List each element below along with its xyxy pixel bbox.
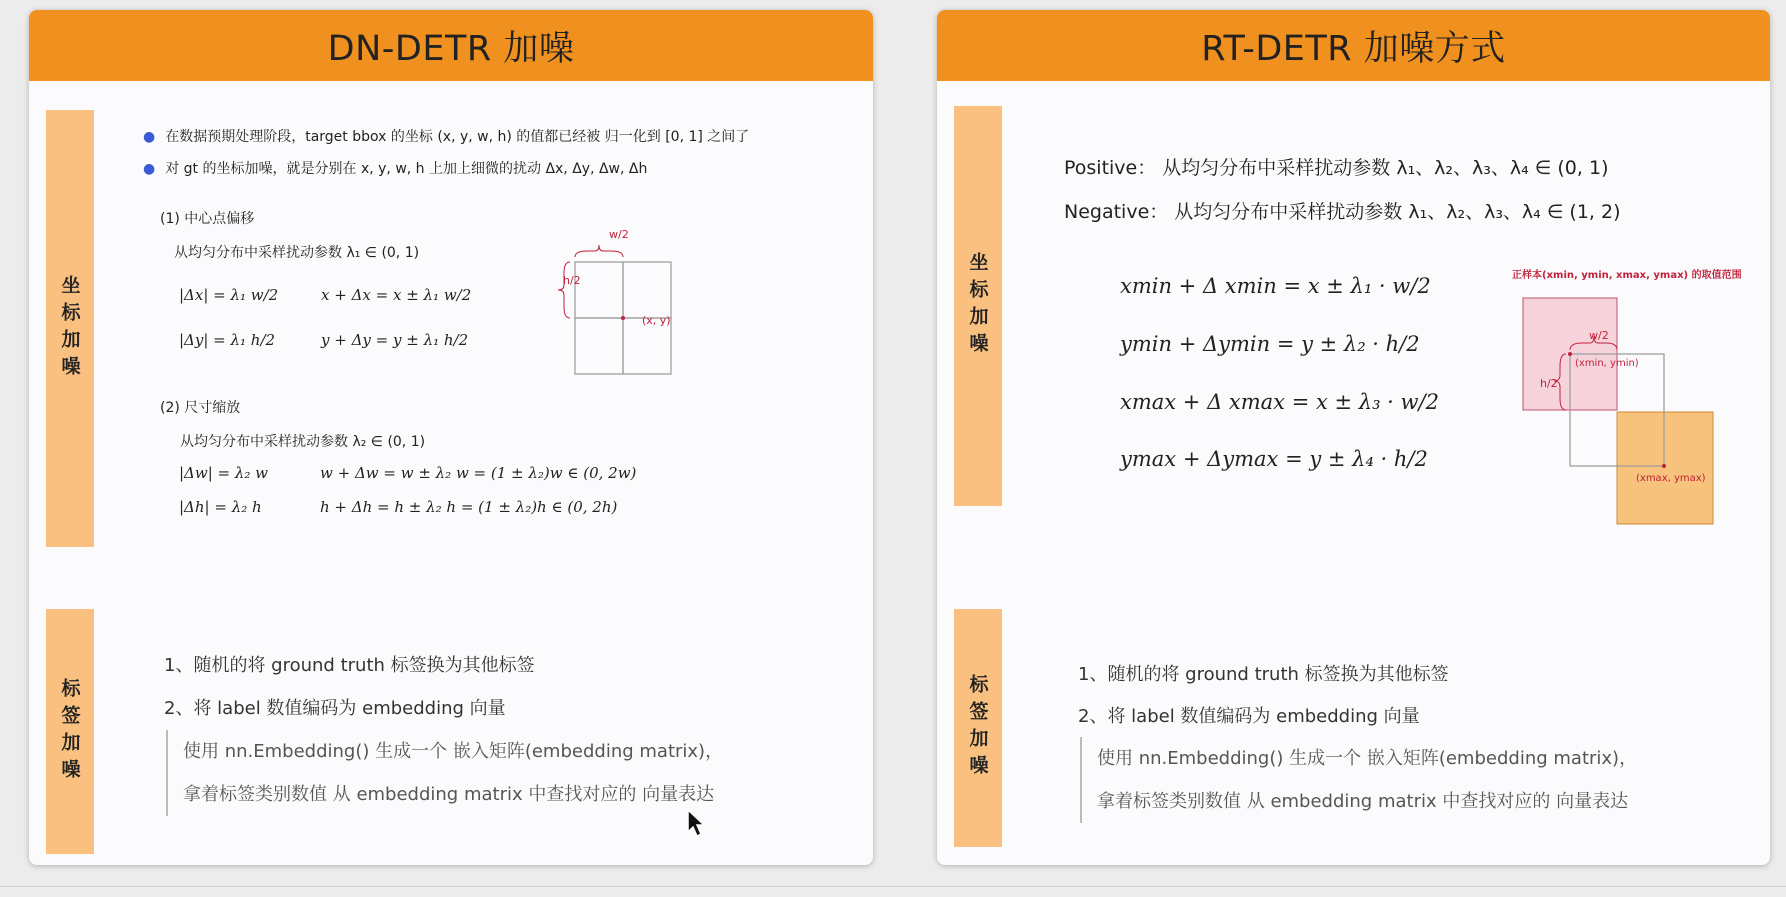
quote-line: 拿着标签类别数值 从 embedding matrix 中查找对应的 向量表达 <box>183 784 715 805</box>
sidebar-coord-noise <box>954 106 1002 506</box>
sidebar-label-noise <box>954 609 1002 847</box>
equation: |Δx| = λ₁ w/2 <box>179 286 279 304</box>
label-item: 1、随机的将 ground truth 标签换为其他标签 <box>1078 664 1449 685</box>
equation: ymax + Δymax = y ± λ₄ · h/2 <box>1120 447 1428 471</box>
figure-label: (x, y) <box>642 314 671 327</box>
equation: w + Δw = w ± λ₂ w = (1 ± λ₂)w ∈ (0, 2w) <box>320 464 637 482</box>
bbox-figure <box>549 225 729 385</box>
slide-rt-detr <box>937 10 1770 865</box>
positive-line: Positive： 从均匀分布中采样扰动参数 λ₁、λ₂、λ₃、λ₄ ∈ (0, 1) <box>1064 157 1609 179</box>
divider <box>0 886 1786 887</box>
equation: xmax + Δ xmax = x ± λ₃ · w/2 <box>1120 390 1439 414</box>
quote-block <box>166 730 723 816</box>
figure-label: h/2 <box>563 274 581 287</box>
section-sample: 从均匀分布中采样扰动参数 λ₂ ∈ (0, 1) <box>180 434 426 450</box>
sidebar-coord-noise <box>46 110 94 547</box>
quote-block <box>1080 737 1637 823</box>
figure-label: h/2 <box>1540 377 1558 390</box>
sidebar-label: 标签加噪 <box>58 677 81 786</box>
figure-label: (xmax, ymax) <box>1636 473 1706 484</box>
sidebar-label-noise <box>46 609 94 854</box>
quote-line: 拿着标签类别数值 从 embedding matrix 中查找对应的 向量表达 <box>1097 791 1629 812</box>
mouse-cursor-icon <box>686 808 708 838</box>
figure-title: 正样本(xmin, ymin, xmax, ymax) 的取值范围 <box>1512 270 1742 281</box>
equation: |Δy| = λ₁ h/2 <box>179 331 276 349</box>
quote-line: 使用 nn.Embedding() 生成一个 嵌入矩阵(embedding matrix)， <box>1097 748 1638 769</box>
bullet-item <box>143 158 647 178</box>
label-item: 2、将 label 数值编码为 embedding 向量 <box>164 698 506 719</box>
negative-line: Negative： 从均匀分布中采样扰动参数 λ₁、λ₂、λ₃、λ₄ ∈ (1, 2) <box>1064 201 1621 223</box>
bullet-text: 在数据预期处理阶段，target bbox 的坐标 (x, y, w, h) 的值都已经被 归一化到 [0, 1] 之间了 <box>165 129 750 145</box>
figure-label: w/2 <box>1589 329 1609 342</box>
label-item: 2、将 label 数值编码为 embedding 向量 <box>1078 706 1420 727</box>
equation: |Δw| = λ₂ w <box>179 464 269 482</box>
figure-label: w/2 <box>609 228 629 241</box>
slide-title: DN-DETR 加噪 <box>29 10 873 81</box>
equation: y + Δy = y ± λ₁ h/2 <box>321 331 469 349</box>
sidebar-label: 坐标加噪 <box>966 252 989 360</box>
slide-dn-detr <box>29 10 873 865</box>
bullet-dot-icon: ● <box>143 129 156 145</box>
quote-line: 使用 nn.Embedding() 生成一个 嵌入矩阵(embedding matrix)， <box>183 741 724 762</box>
sidebar-label: 坐标加噪 <box>58 274 81 383</box>
bullet-dot-icon: ● <box>143 161 156 177</box>
section-title: (1) 中心点偏移 <box>160 211 255 227</box>
sidebar-label: 标签加噪 <box>966 674 989 782</box>
equation: h + Δh = h ± λ₂ h = (1 ± λ₂)h ∈ (0, 2h) <box>320 498 618 516</box>
slide-title: RT-DETR 加噪方式 <box>937 10 1770 81</box>
section-sample: 从均匀分布中采样扰动参数 λ₁ ∈ (0, 1) <box>174 245 420 261</box>
equation: x + Δx = x ± λ₁ w/2 <box>321 286 472 304</box>
sample-range-figure <box>1522 280 1742 530</box>
label-item: 1、随机的将 ground truth 标签换为其他标签 <box>164 655 535 676</box>
section-title: (2) 尺寸缩放 <box>160 400 241 416</box>
equation: xmin + Δ xmin = x ± λ₁ · w/2 <box>1120 274 1431 298</box>
figure-label: (xmin, ymin) <box>1575 358 1639 369</box>
equation: ymin + Δymin = y ± λ₂ · h/2 <box>1120 332 1420 356</box>
bullet-item <box>143 126 749 146</box>
equation: |Δh| = λ₂ h <box>179 498 262 516</box>
bullet-text: 对 gt 的坐标加噪，就是分别在 x, y, w, h 上加上细微的扰动 Δx, Δy, Δw, Δh <box>165 161 648 177</box>
